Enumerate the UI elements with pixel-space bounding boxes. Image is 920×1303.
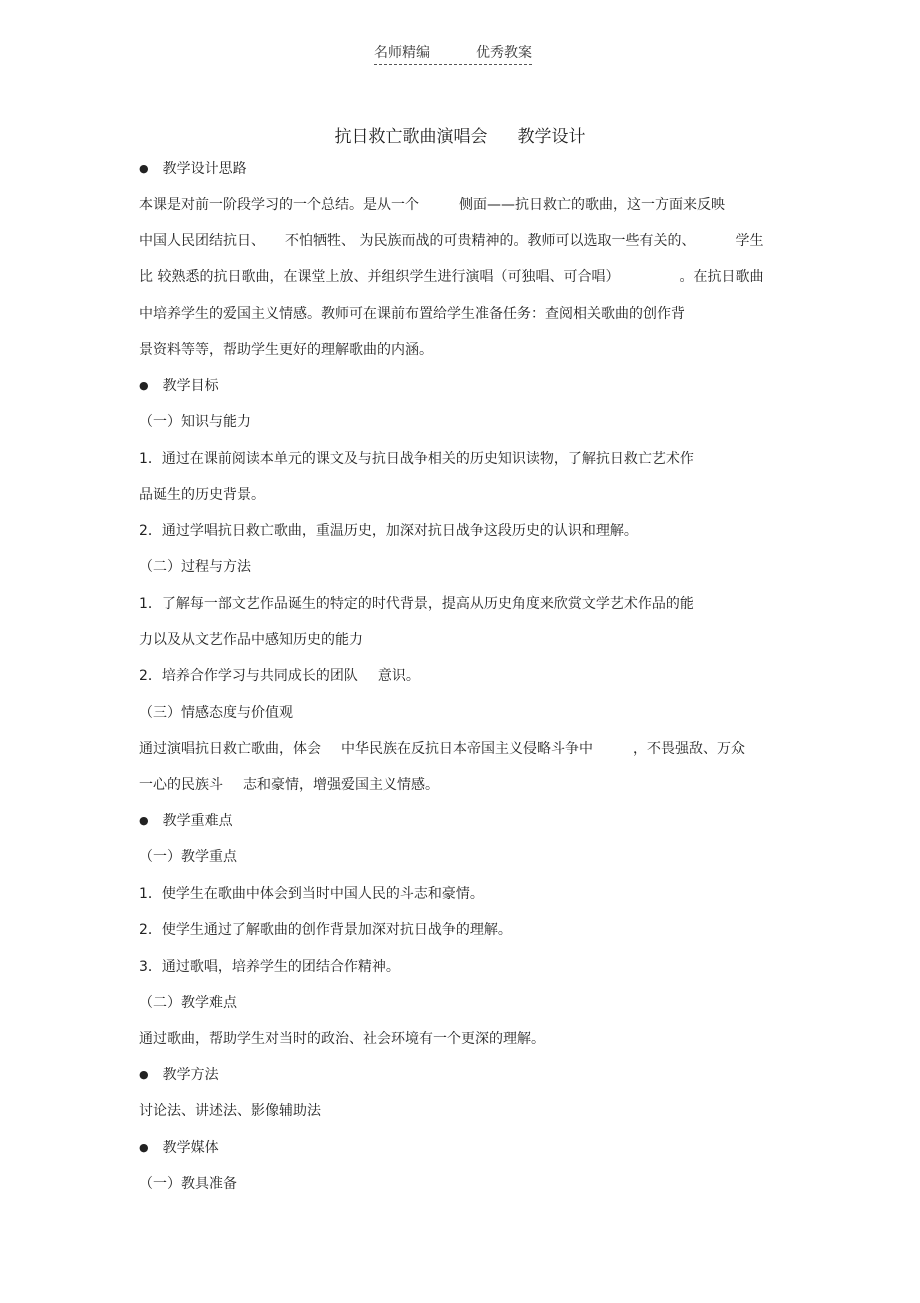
title-sub: 教学设计 — [517, 127, 586, 147]
section-heading: ● 教学目标 — [139, 377, 219, 395]
header-left: 名师精编 — [374, 45, 430, 61]
paragraph-line — [139, 196, 725, 214]
text-span: 2．培养合作学习与共同成长的团队 — [139, 668, 358, 684]
header-right: 优秀教案 — [476, 45, 532, 61]
paragraph-line — [139, 268, 763, 286]
subsection-heading: （一）教具准备 — [139, 1176, 237, 1192]
text-span: ，不畏强敌、万众 — [633, 741, 745, 757]
text-span: 一心的民族斗 — [139, 777, 223, 793]
paragraph-line: 景资料等等，帮助学生更好的理解歌曲的内涵。 — [139, 342, 433, 358]
text-span: 比 较熟悉的抗日歌曲，在课堂上放、并组织学生进行演唱（可独唱、可合唱） — [139, 269, 620, 285]
text-span: 。在抗日歌曲 — [679, 269, 764, 285]
list-item: 1．了解每一部文艺作品诞生的特定的时代背景，提高从历史角度来欣赏文学艺术作品的能 — [139, 596, 694, 612]
list-item: 2．通过学唱抗日救亡歌曲，重温历史，加深对抗日战争这段历史的认识和理解。 — [139, 523, 638, 539]
text-span: 通过演唱抗日救亡歌曲，体会 — [139, 741, 321, 757]
list-item: 1．通过在课前阅读本单元的课文及与抗日战争相关的历史知识读物，了解抗日救亡艺术作 — [139, 451, 694, 467]
text-span: 本课是对前一阶段学习的一个总结。是从一个 — [139, 197, 419, 213]
paragraph-line — [139, 776, 439, 794]
paragraph-line: 中培养学生的爱国主义情感。教师可在课前布置给学生准备任务：查阅相关歌曲的创作背 — [139, 306, 685, 322]
text-span: 学生 — [735, 233, 764, 249]
text-span: 中国人民团结抗日、 — [139, 233, 265, 249]
list-item: 品诞生的历史背景。 — [139, 487, 265, 503]
paragraph-line — [139, 740, 745, 758]
subsection-heading: （三）情感态度与价值观 — [139, 705, 293, 721]
paragraph-line: 讨论法、讲述法、影像辅助法 — [139, 1103, 321, 1119]
list-item — [139, 667, 420, 685]
subsection-heading: （一）教学重点 — [139, 849, 237, 865]
page-header — [374, 42, 532, 65]
text-span: 中华民族在反抗日本帝国主义侵略斗争中 — [341, 741, 593, 757]
list-item: 1．使学生在歌曲中体会到当时中国人民的斗志和豪情。 — [139, 886, 484, 902]
section-heading: ● 教学重难点 — [139, 812, 233, 830]
paragraph-line: 通过歌曲，帮助学生对当时的政治、社会环境有一个更深的理解。 — [139, 1031, 545, 1047]
list-item: 2．使学生通过了解歌曲的创作背景加深对抗日战争的理解。 — [139, 922, 512, 938]
text-span: 不怕牺牲、 为民族而战的可贵精神的。教师可以选取一些有关的、 — [285, 233, 696, 249]
document-title — [0, 122, 920, 147]
subsection-heading: （二）教学难点 — [139, 995, 237, 1011]
section-heading: ● 教学媒体 — [139, 1139, 219, 1157]
text-span: 志和豪情，增强爱国主义情感。 — [243, 777, 439, 793]
text-span: 意识。 — [377, 668, 420, 684]
title-main: 抗日救亡歌曲演唱会 — [334, 127, 488, 147]
text-span: 侧面——抗日救亡的歌曲，这一方面来反映 — [459, 197, 725, 213]
section-heading: ● 教学设计思路 — [139, 160, 247, 178]
paragraph-line — [139, 232, 763, 250]
subsection-heading: （二）过程与方法 — [139, 559, 251, 575]
subsection-heading: （一）知识与能力 — [139, 414, 251, 430]
list-item: 力以及从文艺作品中感知历史的能力 — [139, 632, 363, 648]
section-heading: ● 教学方法 — [139, 1066, 219, 1084]
list-item: 3．通过歌唱，培养学生的团结合作精神。 — [139, 959, 400, 975]
